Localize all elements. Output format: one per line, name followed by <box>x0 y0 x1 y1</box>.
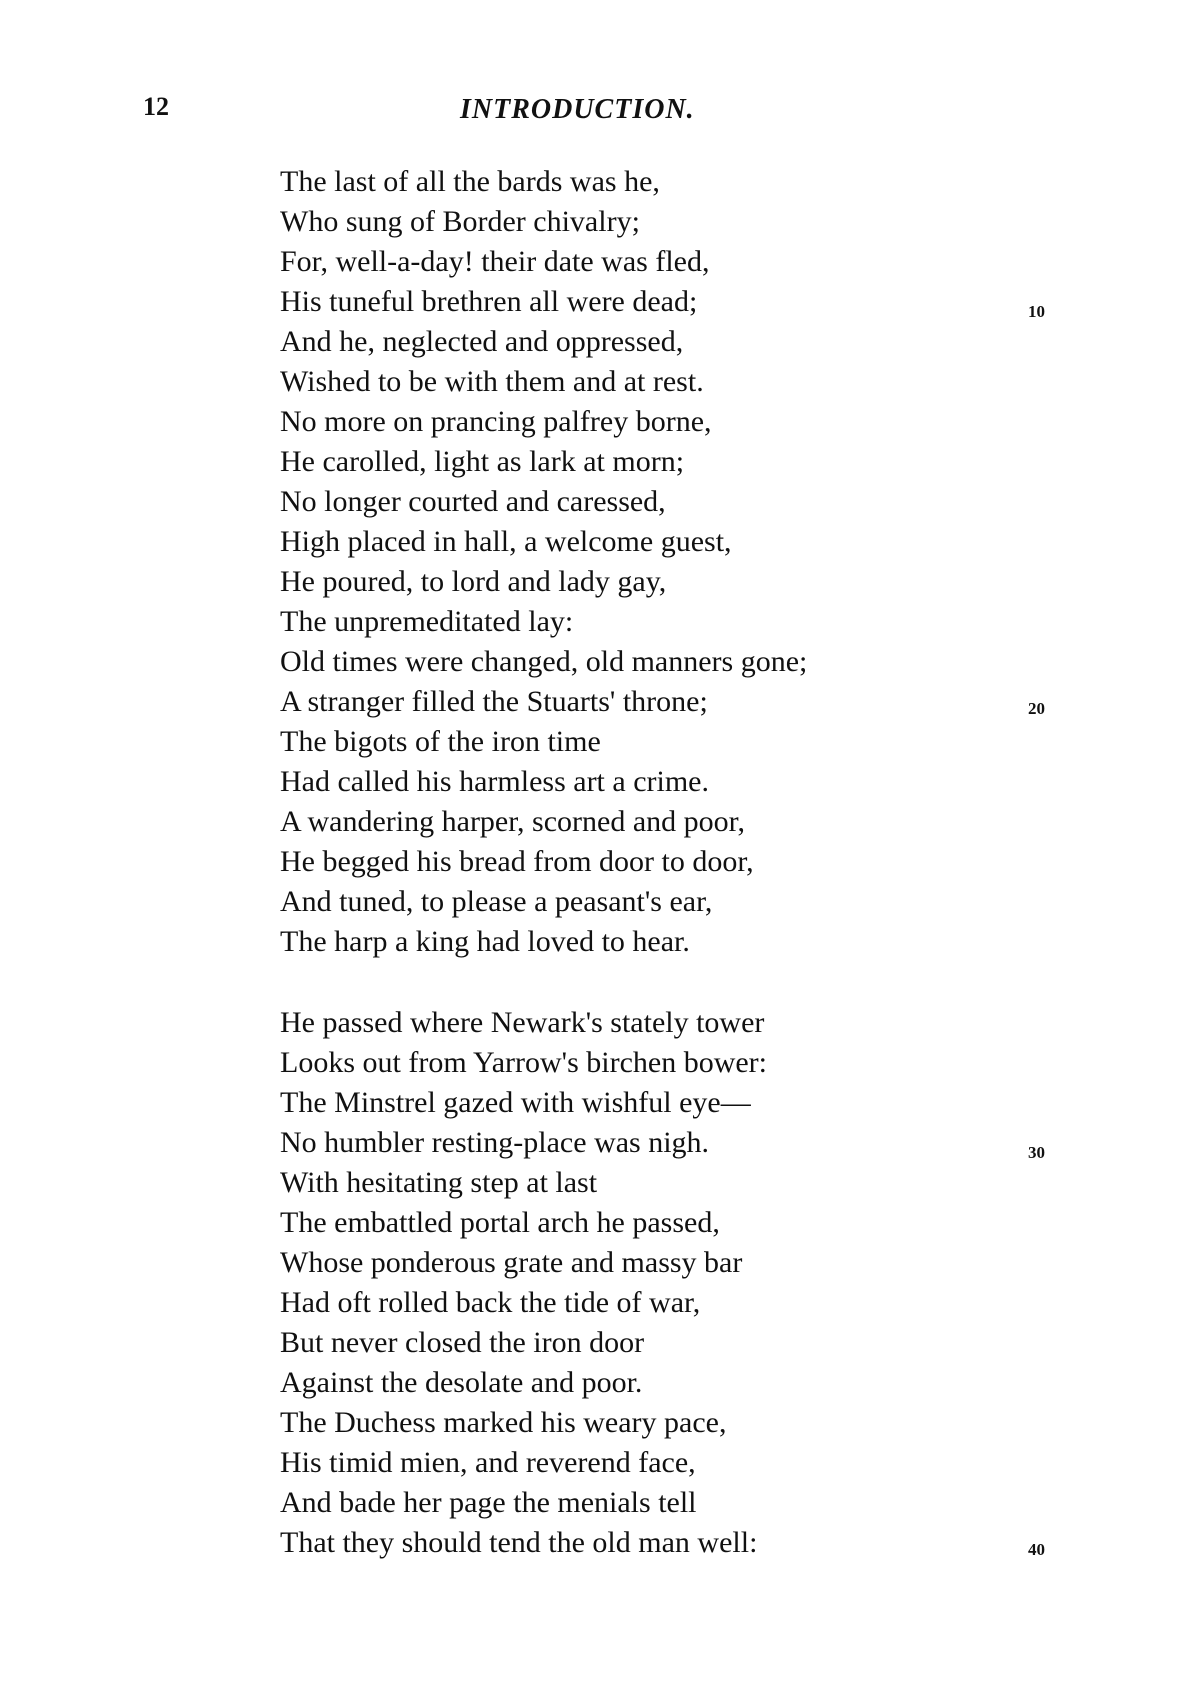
verse-line: He begged his bread from door to door, <box>280 845 754 878</box>
line-number-20: 20 <box>1028 699 1045 718</box>
verse-line: He carolled, light as lark at morn; <box>280 445 685 478</box>
verse-line: A wandering harper, scorned and poor, <box>280 805 745 838</box>
verse-line: A stranger filled the Stuarts' throne; <box>280 685 708 718</box>
verse-line: But never closed the iron door <box>280 1326 645 1359</box>
verse-line: Against the desolate and poor. <box>280 1366 643 1399</box>
verse-line: He poured, to lord and lady gay, <box>280 565 667 598</box>
stanza-2 <box>280 1003 1000 1563</box>
verse-line: The Minstrel gazed with wishful eye— <box>280 1086 751 1119</box>
verse-line: And he, neglected and oppressed, <box>280 325 684 358</box>
verse-line: Who sung of Border chivalry; <box>280 205 640 238</box>
page-number: 12 <box>143 92 169 121</box>
verse-line: No longer courted and caressed, <box>280 485 666 518</box>
verse-line: The unpremeditated lay: <box>280 605 574 638</box>
verse-line: With hesitating step at last <box>280 1166 598 1199</box>
verse-line: And bade her page the menials tell <box>280 1486 697 1519</box>
stanza-1 <box>280 162 1000 962</box>
verse-line: Wished to be with them and at rest. <box>280 365 704 398</box>
verse-line: No humbler resting-place was nigh. <box>280 1126 710 1159</box>
line-number-40: 40 <box>1028 1540 1045 1559</box>
running-title: INTRODUCTION. <box>460 94 695 125</box>
line-number-30: 30 <box>1028 1143 1045 1162</box>
verse-line: The Duchess marked his weary pace, <box>280 1406 727 1439</box>
verse-line: Looks out from Yarrow's birchen bower: <box>280 1046 768 1079</box>
verse-line: The last of all the bards was he, <box>280 165 660 198</box>
verse-line: Had oft rolled back the tide of war, <box>280 1286 701 1319</box>
verse-line: For, well-a-day! their date was fled, <box>280 245 710 278</box>
verse-line: High placed in hall, a welcome guest, <box>280 525 732 558</box>
verse-line: Old times were changed, old manners gone; <box>280 645 808 678</box>
verse-line: The harp a king had loved to hear. <box>280 925 690 958</box>
verse-line: His tuneful brethren all were dead; <box>280 285 698 318</box>
line-number-10: 10 <box>1028 302 1045 321</box>
verse-line: Whose ponderous grate and massy bar <box>280 1246 743 1279</box>
verse-line: His timid mien, and reverend face, <box>280 1446 696 1479</box>
verse-line: That they should tend the old man well: <box>280 1526 758 1559</box>
verse-line: And tuned, to please a peasant's ear, <box>280 885 713 918</box>
verse-line: No more on prancing palfrey borne, <box>280 405 712 438</box>
verse-line: The bigots of the iron time <box>280 725 601 758</box>
verse-line: He passed where Newark's stately tower <box>280 1006 765 1039</box>
verse-line: Had called his harmless art a crime. <box>280 765 709 798</box>
verse-line: The embattled portal arch he passed, <box>280 1206 720 1239</box>
